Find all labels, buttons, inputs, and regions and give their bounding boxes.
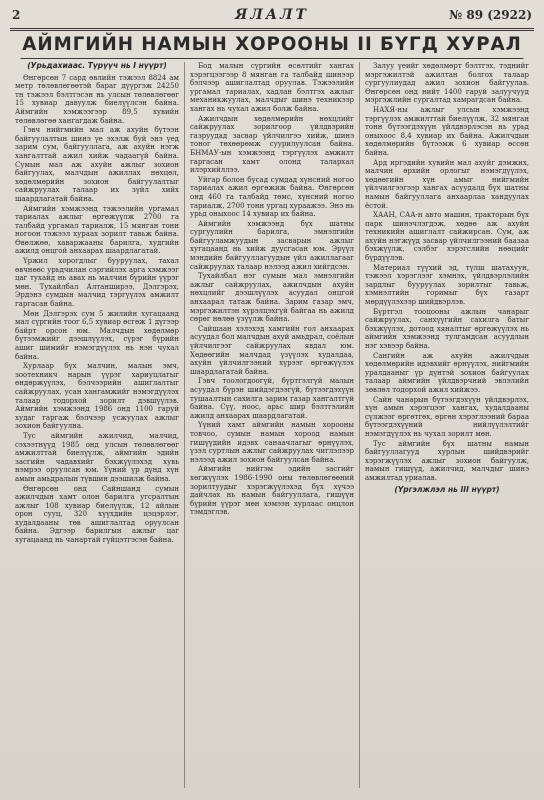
article-column-3 xyxy=(360,62,534,788)
issue-number: № 89 (2922) xyxy=(449,8,532,22)
paragraph: Ажилчдын хөдөлмөрийн нөхцлийг сайжруулах зорилгоор үйлдвэрийн газруудад засвар үйлчилгээ хийж, шинэ тоног төхөөрөмж суурилуулсан байна. БНМАУ-ын хэмжээнд тэргүүлэх амжилт гаргасан хамт олонд талархал илэрхийллээ. xyxy=(190,114,354,175)
paragraph: Аймгийн хэмжээнд бүх шатны сургуулийн барилга, эмнэлгийн байгууламжуудын засварын ажлыг хугацаанд нь хийж дуусгасан юм. Эрүүл мэндийн байгууллагуудын үйл ажиллагааг сайжруулах талаар нэлээд ажил хийгдсэн. xyxy=(190,219,354,271)
paragraph: Ард иргэдийн хувийн мал ахуйг дэмжих, малчин өрхийн орлогыг нэмэгдүүлэх, хөдөөгийн хүн амыг нийгмийн үйлчилгээгээр хангах асуудалд бүх шатны намын байгууллага анхаарлаа хандуулах ёстой. xyxy=(365,158,529,210)
article-column-1 xyxy=(10,62,185,788)
paragraph: Тухайлбал нэг сумын мал эмнэлгийн ажлыг сайжруулах, ажилчдын ахуйн нөхцлийг дээшлүүлэх асуудал онцгой анхаарал татаж байна. Зарим газар эмч, мэргэжилтэн хүрэлцэхгүй байгаа нь ажилд сөрөг нөлөө үзүүлж байна. xyxy=(190,272,354,324)
page-number: 2 xyxy=(12,8,21,22)
article-body xyxy=(10,62,534,788)
paragraph: Гэвч тоологдоогүй, бүртгэлгүй малын асуудал бүрэн шийдэгдээгүй, бүтээгдэхүүн тушаалтын сахилга зарим газар хангалтгүй байна. Сүү, ноос, арьс шир бэлтгэлийн ажилд анхаарах шаардлагатай. xyxy=(190,377,354,420)
newspaper-name: ЯЛАЛТ xyxy=(235,7,309,23)
continued-to-note: (Үргэлжлэл нь III нүүрт) xyxy=(394,484,500,494)
paragraph: ХААН, САА-н авто машин, тракторын бүх парк шинэчлэгдэж, хөдөө аж ахуйн техникийн ашиглалт сайжирсан. Сум, аж ахуйн нэгжүүд засвар үйлчилгээний баазаа бэхжүүлж, сэлбэг хэрэгслийн нөөцийг бүрдүүлэв. xyxy=(365,211,529,263)
masthead xyxy=(10,6,534,31)
paragraph: Уйгар болон бусад сумдад хүнсний ногоо тариалах ажил өргөжиж байна. Өнгөрсөн онд 460 га талбайд төмс, хүнсний ногоо тариалж, 2700 тонн ургац хураажээ. Энэ нь урьд оныхоос 14 хувиар их байна. xyxy=(190,175,354,219)
article-column-2 xyxy=(185,62,360,788)
paragraph: Үржил хорогдлыг бууруулах, тахал өвчнөөс урьдчилан сэргийлэх арга хэмжээг цаг тухайд нь авах нь малчин бүрийн үүрэг мөн. Тухайлбал Алтанширээ, Дэлгэрэх, Эрдэнэ сумдын малчид тэргүүлэх амжилт гаргасан байна. xyxy=(15,257,179,309)
continued-from-note: (Урьдахиаас. Түрүүч нь I нүүрт) xyxy=(27,62,167,70)
paragraph: Сайн чанарын бүтээгдэхүүн үйлдвэрлэх, хүн амын хэрэгцээг хангах, худалдааны сүлжээг өргөтгөх, өргөн хэрэглээний бараа бүтээгдэхүүний нийлүүлэлтийг нэмэгдүүлэх нь чухал зорилт мөн. xyxy=(365,395,529,438)
paragraph: Сангийн аж ахуйн ажилчдын хөдөлмөрийн идэвхийг өрнүүлэх, нийгмийн уралдааныг үр дүнтэй зохион байгуулах талаар аймгийн үйлдвэрчний эвлэлийн зөвлөл тодорхой ажил хийжээ. xyxy=(365,351,529,394)
paragraph: Бүртгэл тооцооны ажлын чанарыг сайжруулах, санхүүгийн сахилга батыг бэхжүүлэх, дотоод хяналтыг өргөжүүлэх нь аймгийн хэмжээнд тулгамдсан асуудлын нэг хэвээр байна. xyxy=(365,307,529,350)
paragraph: Бод малын сүргийн өсөлтийг хангах хэрэгцээгээр 8 мянган га талбайд шинээр бэлчээр ашиглалтад оруулав. Тэжээлийн ургамал тариалах, хадлан бэлтгэх ажлыг механикжуулах, малчдыг шинэ техникээр хангах нь чухал ажил болж байна. xyxy=(190,62,354,113)
paragraph: Мөн Дэлгэрэх сум 5 жилийн хугацаанд мал сүргийн тоог 6,5 хувиар өсгөж 1 дүгээр байрт орсон юм. Малчдын хөдөлмөр бүтээмжийг дээшлүүлэх, сүрэг бүрийн ашиг шимийг нэмэгдүүлэх нь нэн чухал байна. xyxy=(15,309,179,361)
paragraph: Материал түүхий эд, түлш шатахуун, тэжээл хэрэглээг хэмнэх, үйлдвэрлэлийн зардлыг бууруулах зорилтыг тавьж, хэмнэлтийн горимыг бүх газарт мөрдүүлэхээр шийдвэрлэв. xyxy=(365,263,529,307)
paragraph: Аймгийн хэмжээнд тэжээлийн ургамал тариалах ажлыг өргөжүүлж 2700 га талбайд ургамал тариалж, 15 мянган тонн ногоон тэжээл хураах зорилт тавьж байна. Өвөлжөө, хаваржааны барилга, худгийн ажилд онцгой анхаарах шаардлагатай. xyxy=(15,204,179,256)
paragraph: Сайшаан хэлэхэд хамгийн гол анхаарах асуудал бол малчдын ахуй амьдрал, соёлын үйлчилгээг сайжруулах явдал юм. Хөдөөгийн малчдад үзүүлэх худалдаа, ахуйн үйлчилгээний хүрээг өргөжүүлэх шаардлагатай байна. xyxy=(190,324,354,376)
paragraph: Залуу үеийг хөдөлмөрт бэлтгэх, тэднийг мэргэжилтэй ажилтан болгох талаар сургуулиудад ажил зохион байгуулав. Өнгөрсөн онд нийт 1400 гаруй залуучууд мэргэжлийн сургалтад хамрагдсан байна. xyxy=(365,62,529,105)
paragraph: Тус аймгийн ажилчид, малчид, сэхээтнүүд 1985 онд улсын төлөвлөгөөг амжилттай биелүүлж, аймгийн эдийн засгийн чадавхийг бэхжүүлэхэд хувь нэмрээ оруулсан юм. Үүний үр дүнд хүн амын амьдралын түвшин дээшилж байна. xyxy=(15,431,179,483)
paragraph: Үүний хамт аймгийн намын хорооны товчоо, сумын намын хороод намын гишүүдийн идэвх санаачлагыг өрнүүлэх, үзэл суртлын ажлыг сайжруулах чиглэлээр нэлээд ажил зохион байгуулсан байна. xyxy=(190,421,354,464)
paragraph: Гэвч нийгмийн мал аж ахуйн бүтээн байгуулалтын шинэ үе эхэлж буй энэ үед зарим сум, байгууллага, аж ахуйн нэгж хангалттай ажил хийж чадаагүй байна. Сумын мал аж ахуйн ажлыг зохион байгуулах, малчдын ажиллах нөхцөл, хөдөлмөрийн зохион байгуулалтыг сайжруулах талаар их зүйл хийх шаардлагатай байна. xyxy=(15,126,179,203)
paragraph: Тус аймгийн бүх шатны намын байгууллагууд хурлын шийдвэрийг хэрэгжүүлэх ажлыг зохион байгуулж, намын гишүүд, ажилчид, малчдыг шинэ амжилтад уриалав. xyxy=(365,439,529,482)
paragraph: Өнгөрсөн 7 сард өвлийн тэжээл 8824 ам метр төлөвлөгөөтэй бараг дүүргэж 24250 тн тэжээл бэлтгэсэн нь улсын төлөвлөгөөг 15 хувиар давуулж биелүүлсэн байна. Аймгийн хэмжээгээр 89,5 хувийн төлөвлөгөө хангагдаж байна. xyxy=(15,73,179,125)
paragraph: НАХЯ-ны ажлыг улсын хэмжээнд тэргүүлэх амжилттай биелүүлж, 32 мянган тонн бүтээгдэхүүн үйлдвэрлэсэн нь урьд оныхоос 8,4 хувиар их байна. Ажилчдын хөдөлмөрийн бүтээмж 6 хувиар өссөн байна. xyxy=(365,105,529,157)
paragraph: Өнгөрсөн онд Сайншанд сумын ажилчдын хамт олон барилга угсралтын ажлыг 108 хувиар биелүүлж, 12 айлын орон сууц, 320 хүүхдийн цэцэрлэг, худалдааны төв ашиглалтад оруулсан байна. Эдгээр барилгын ажлыг цаг хугацаанд нь чанартай гүйцэтгэсэн байна. xyxy=(15,484,179,545)
paragraph: Аймгийн нийгэм эдийн засгийг хөгжүүлэх 1986-1990 оны төлөвлөгөөний зорилтуудыг хэрэгжүүлэхэд бүх хүчээ дайчлах нь намын байгууллага, гишүүн бүрийн үүрэг мөн хэмээн хурлаас онцлон тэмдэглэв. xyxy=(190,465,354,517)
paragraph: Хурлаар бүх малчин, малын эмч, зоотехникч нарын үүрэг хариуцлагыг өндөржүүлэх, бэлчээрийн ашиглалтыг сайжруулах, усан хангамжийг нэмэгдүүлэх талаар тодорхой зорилт дэвшүүлэв. Аймгийн хэмжээнд 1986 онд 1100 гаруй худаг гаргаж бэлчээр усжуулах ажлыг зохион байгуулна. xyxy=(15,362,179,431)
article-headline: АЙМГИЙН НАМЫН ХОРООНЫ II БҮГД ХУРАЛ xyxy=(20,31,523,59)
